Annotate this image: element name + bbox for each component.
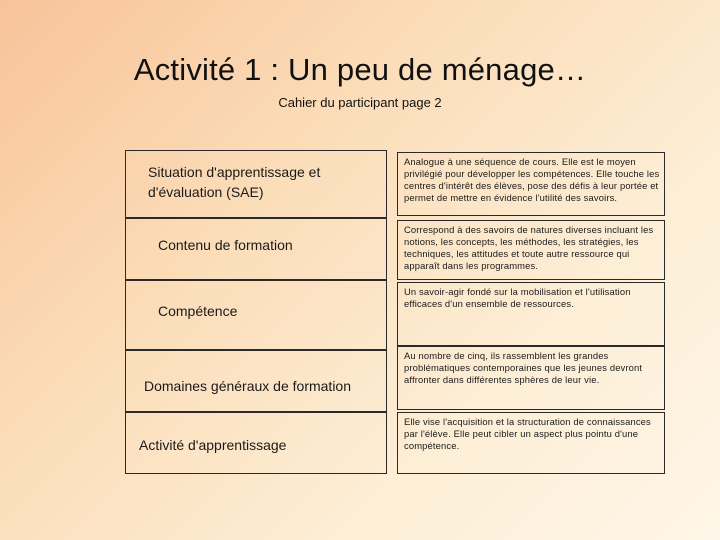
term-cell <box>125 412 387 474</box>
term-label: Contenu de formation <box>158 237 293 253</box>
definition-cell: Elle vise l'acquisition et la structuration de connaissances par l'élève. Elle peut cibler un aspect plus pointu d'une compétence. <box>397 412 665 474</box>
matching-table <box>125 150 665 474</box>
term-label: Domaines généraux de formation <box>144 378 352 394</box>
slide-title-text: Activité 1 : Un peu de ménage… <box>133 52 587 87</box>
term-cell <box>125 280 387 350</box>
definition-cell: Au nombre de cinq, ils rassemblent les grandes problématiques contemporaines que les jeunes devront affronter dans différentes sphères de leur vie. <box>397 346 665 410</box>
definition-cell: Analogue à une séquence de cours. Elle est le moyen privilégié pour développer les compétences. Elle touche les centres d'intérêt des élèves, pose des défis à leur portée et permet de mettre en évidence l'utilité des savoirs. <box>397 152 665 216</box>
slide-title <box>0 52 720 88</box>
term-cell <box>125 150 387 218</box>
term-cell <box>125 218 387 280</box>
definition-cell: Un savoir-agir fondé sur la mobilisation et l'utilisation efficaces d'un ensemble de ressources. <box>397 282 665 346</box>
slide-subtitle: Cahier du participant page 2 <box>278 95 442 110</box>
definition-cell: Correspond à des savoirs de natures diverses incluant les notions, les concepts, les méthodes, les stratégies, les techniques, les attitudes et toute autre ressource qui apparaît dans les programmes. <box>397 220 665 280</box>
term-cell <box>125 350 387 412</box>
term-label: Compétence <box>158 303 238 319</box>
term-label: Activité d'apprentissage <box>139 437 287 453</box>
term-label: Situation d'apprentissage et d'évaluation (SAE) <box>148 164 321 200</box>
